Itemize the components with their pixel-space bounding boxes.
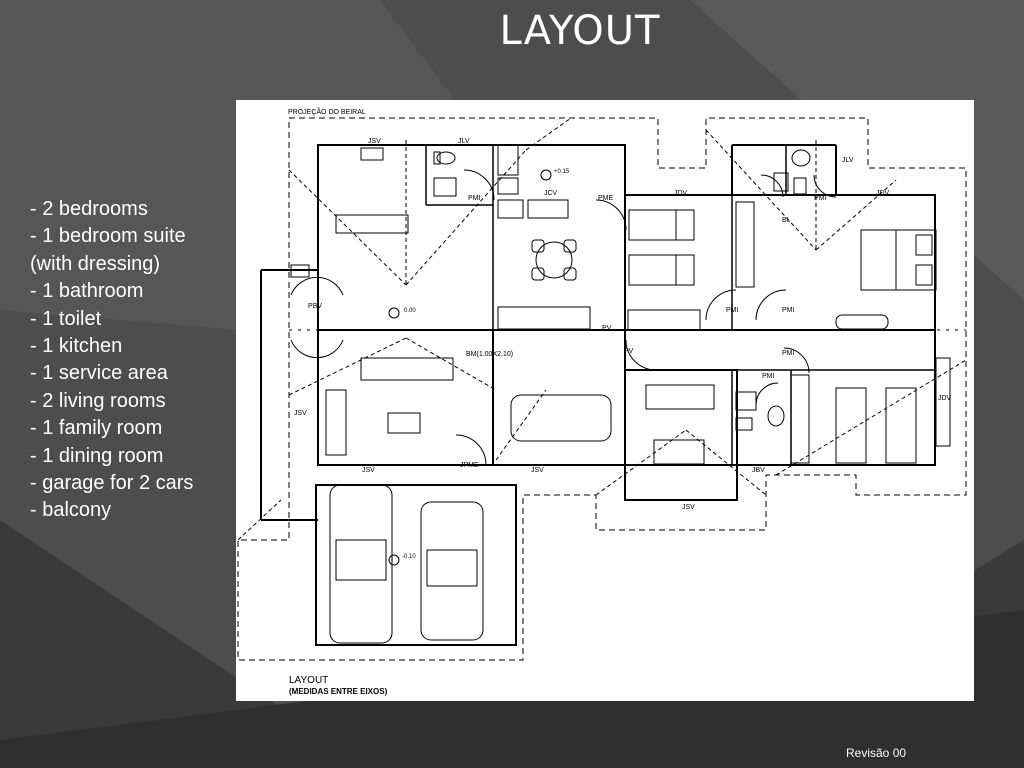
- label-jsv: JSV: [294, 410, 307, 417]
- label-bm: BM(1.00X2.10): [466, 351, 514, 358]
- feature-item: - 1 bedroom suite: [30, 225, 186, 248]
- feature-item: - 1 service area: [30, 362, 168, 385]
- label-pmi: PMI: [814, 195, 827, 202]
- plan-header: PROJEÇÃO DO BEIRAL: [288, 109, 366, 116]
- label-pme: PME: [598, 195, 614, 202]
- label-pmi: PMI: [782, 350, 795, 357]
- feature-item: - 1 family room: [30, 417, 163, 440]
- feature-list: [30, 196, 230, 525]
- label-pv: PV: [624, 348, 634, 355]
- label-pbv: PBV: [308, 303, 323, 310]
- feature-item: - 1 toilet: [30, 307, 102, 330]
- floor-plan: [236, 100, 974, 701]
- bathroom-fixtures: [361, 148, 810, 430]
- label-jdv: JDV: [876, 190, 890, 197]
- label-jdv: JDV: [674, 190, 688, 197]
- revision-label: Revisão 00: [846, 746, 907, 760]
- label-bl: BL: [782, 217, 791, 224]
- label-jsv: JSV: [682, 504, 695, 511]
- bedroom-furniture: [628, 202, 950, 463]
- label-jlv: JLV: [842, 157, 854, 164]
- feature-item: - garage for 2 cars: [30, 472, 194, 495]
- label-pmi: PMI: [762, 373, 775, 380]
- kitchen-furniture: [498, 145, 590, 329]
- label-pv: PV: [602, 325, 612, 332]
- garage-cars: [330, 485, 483, 643]
- label-pmi: PMI: [468, 195, 481, 202]
- feature-item: - 1 kitchen: [30, 335, 123, 358]
- plan-caption-title: LAYOUT: [289, 675, 329, 686]
- floor-plan-drawing: [236, 100, 974, 701]
- interior-walls: [318, 145, 935, 465]
- feature-item: - 1 bathroom: [30, 280, 144, 303]
- plan-caption-subtitle: (MEDIDAS ENTRE EIXOS): [289, 687, 388, 696]
- label-jpme: JPME: [460, 462, 479, 469]
- label-jcv: JCV: [544, 190, 558, 197]
- feature-item: - 1 dining room: [30, 444, 164, 467]
- label-pmi: PMI: [782, 307, 795, 314]
- feature-item: (with dressing): [30, 252, 161, 275]
- label-level: -0.10: [402, 554, 416, 560]
- label-jlv: JLV: [458, 138, 470, 145]
- label-jdv: JDV: [938, 395, 952, 402]
- feature-item: - 2 bedrooms: [30, 198, 148, 220]
- feature-item: - balcony: [30, 499, 112, 522]
- feature-item: - 2 living rooms: [30, 389, 166, 412]
- label-jbv: JBV: [752, 467, 765, 474]
- label-pmi: PMI: [726, 307, 739, 314]
- label-jsv: JSV: [531, 467, 544, 474]
- label-level: +0.15: [554, 169, 570, 175]
- level-markers: [389, 170, 551, 565]
- slide-title: LAYOUT: [499, 8, 661, 54]
- label-level: 0.00: [404, 308, 416, 314]
- living-furniture: [291, 215, 714, 464]
- label-jsv: JSV: [368, 138, 381, 145]
- label-jsv: JSV: [362, 467, 375, 474]
